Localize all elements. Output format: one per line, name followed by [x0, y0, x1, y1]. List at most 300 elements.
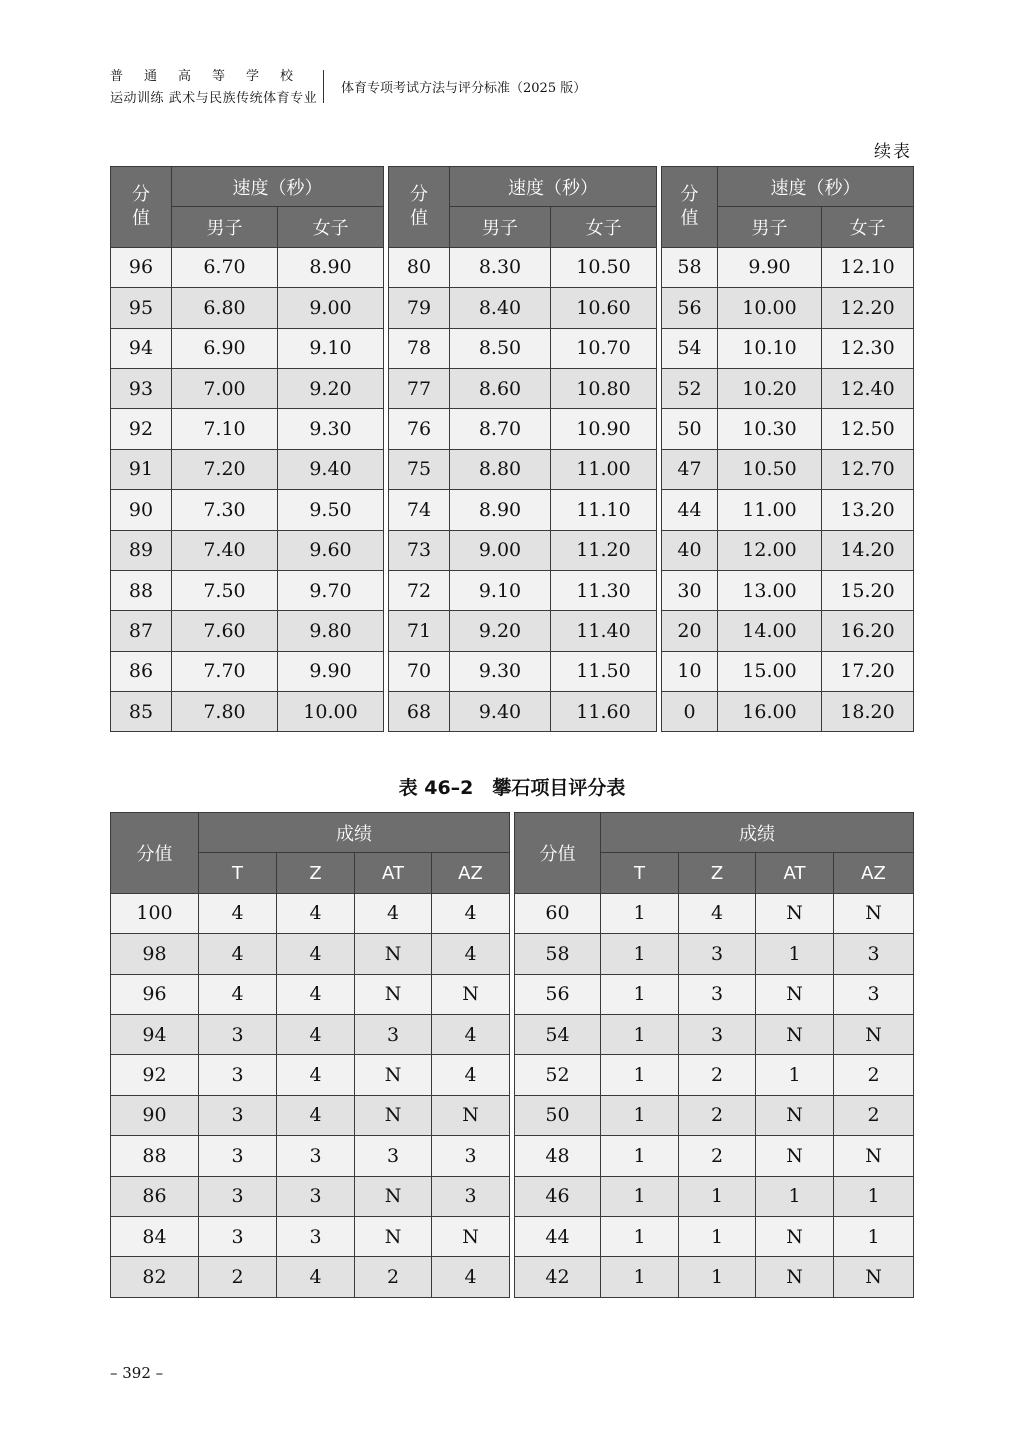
value-cell: 6.90	[172, 328, 278, 368]
value-cell: 14.00	[718, 611, 822, 651]
score-cell: 71	[389, 611, 450, 651]
score-header-text: 分值	[680, 183, 699, 229]
value-cell: 1	[601, 1014, 679, 1054]
table-row	[389, 409, 657, 449]
table-row	[111, 530, 384, 570]
score-cell: 77	[389, 368, 450, 408]
value-cell: 13.20	[822, 490, 914, 530]
value-cell: 1	[756, 1055, 834, 1095]
table-row	[111, 449, 384, 489]
score-cell: 85	[111, 692, 172, 732]
table-row	[111, 1055, 510, 1095]
value-cell: 3	[432, 1136, 510, 1176]
value-cell: 3	[679, 974, 756, 1014]
value-cell: 6.70	[172, 247, 278, 287]
table-row	[515, 1136, 914, 1176]
value-cell: 11.00	[718, 490, 822, 530]
value-cell: 8.70	[450, 409, 551, 449]
score-cell: 58	[515, 934, 601, 974]
value-cell: 14.20	[822, 530, 914, 570]
value-cell: N	[355, 1176, 432, 1216]
value-cell: 3	[277, 1176, 355, 1216]
col-t-header: T	[601, 853, 679, 893]
score-cell: 54	[515, 1014, 601, 1054]
value-cell: N	[834, 1136, 914, 1176]
table-row	[111, 1095, 510, 1135]
value-cell: 10.80	[551, 368, 657, 408]
value-cell: 4	[277, 934, 355, 974]
value-cell: 3	[199, 1014, 277, 1054]
speed-table-block-1	[110, 166, 384, 732]
value-cell: N	[355, 1055, 432, 1095]
value-cell: 11.50	[551, 651, 657, 691]
value-cell: N	[756, 974, 834, 1014]
value-cell: 1	[601, 1176, 679, 1216]
score-cell: 56	[662, 288, 718, 328]
score-cell: 47	[662, 449, 718, 489]
value-cell: 3	[199, 1176, 277, 1216]
table-row	[662, 449, 914, 489]
male-header: 男子	[450, 207, 551, 247]
value-cell: 7.80	[172, 692, 278, 732]
score-cell: 50	[662, 409, 718, 449]
col-t-header: T	[199, 853, 277, 893]
table-row	[515, 934, 914, 974]
value-cell: 7.50	[172, 570, 278, 610]
value-cell: 2	[199, 1257, 277, 1297]
score-header	[111, 167, 172, 248]
value-cell: 10.50	[551, 247, 657, 287]
value-cell: 4	[679, 893, 756, 933]
table-row	[389, 530, 657, 570]
value-cell: 7.30	[172, 490, 278, 530]
value-cell: 1	[756, 1176, 834, 1216]
table-row	[662, 570, 914, 610]
value-cell: 3	[277, 1216, 355, 1256]
value-cell: 2	[679, 1136, 756, 1176]
value-cell: N	[756, 1095, 834, 1135]
value-cell: 4	[432, 1055, 510, 1095]
value-cell: 10.10	[718, 328, 822, 368]
score-cell: 40	[662, 530, 718, 570]
value-cell: 2	[834, 1055, 914, 1095]
score-cell: 50	[515, 1095, 601, 1135]
score-cell: 68	[389, 692, 450, 732]
female-header: 女子	[278, 207, 384, 247]
value-cell: 3	[679, 1014, 756, 1054]
score-cell: 86	[111, 651, 172, 691]
page-number: – 392 –	[110, 1364, 164, 1382]
table-row	[111, 1014, 510, 1054]
female-header: 女子	[551, 207, 657, 247]
value-cell: 7.60	[172, 611, 278, 651]
value-cell: 3	[199, 1055, 277, 1095]
value-cell: 11.00	[551, 449, 657, 489]
value-cell: 2	[679, 1095, 756, 1135]
table-row	[111, 1176, 510, 1216]
score-cell: 84	[111, 1216, 199, 1256]
table-row	[111, 692, 384, 732]
value-cell: 9.10	[450, 570, 551, 610]
value-cell: 7.10	[172, 409, 278, 449]
value-cell: 4	[277, 1257, 355, 1297]
value-cell: 3	[834, 934, 914, 974]
value-cell: 9.20	[278, 368, 384, 408]
value-cell: 7.40	[172, 530, 278, 570]
table-row	[515, 893, 914, 933]
value-cell: 16.00	[718, 692, 822, 732]
value-cell: 8.30	[450, 247, 551, 287]
table-row	[111, 974, 510, 1014]
score-header-text: 分值	[132, 183, 150, 229]
value-cell: 9.70	[278, 570, 384, 610]
score-cell: 20	[662, 611, 718, 651]
table-row	[111, 490, 384, 530]
climb-table-block-1	[110, 812, 510, 1298]
value-cell: 1	[601, 1257, 679, 1297]
value-cell: 12.70	[822, 449, 914, 489]
value-cell: N	[432, 1216, 510, 1256]
value-cell: 1	[679, 1176, 756, 1216]
score-cell: 92	[111, 409, 172, 449]
result-group-header: 成绩	[601, 813, 914, 853]
table-row	[515, 1257, 914, 1297]
table-row	[111, 570, 384, 610]
value-cell: 12.30	[822, 328, 914, 368]
value-cell: 4	[199, 893, 277, 933]
value-cell: 1	[601, 1136, 679, 1176]
score-cell: 88	[111, 570, 172, 610]
score-cell: 96	[111, 247, 172, 287]
table-row	[389, 692, 657, 732]
value-cell: 1	[601, 1095, 679, 1135]
value-cell: 12.10	[822, 247, 914, 287]
table-row	[111, 288, 384, 328]
value-cell: 1	[601, 1216, 679, 1256]
score-cell: 75	[389, 449, 450, 489]
score-cell: 89	[111, 530, 172, 570]
value-cell: N	[834, 893, 914, 933]
value-cell: 9.90	[718, 247, 822, 287]
score-cell: 54	[662, 328, 718, 368]
table-row	[662, 530, 914, 570]
col-z-header: Z	[277, 853, 355, 893]
table-row	[111, 934, 510, 974]
col-az-header: AZ	[834, 853, 914, 893]
table-row	[111, 651, 384, 691]
value-cell: 9.50	[278, 490, 384, 530]
value-cell: 3	[834, 974, 914, 1014]
value-cell: 4	[199, 974, 277, 1014]
table-row	[515, 1014, 914, 1054]
table-row	[111, 328, 384, 368]
value-cell: 12.50	[822, 409, 914, 449]
value-cell: N	[756, 1216, 834, 1256]
value-cell: 8.50	[450, 328, 551, 368]
table-caption: 表 46–2 攀石项目评分表	[398, 777, 626, 799]
table-row	[389, 449, 657, 489]
value-cell: 1	[834, 1176, 914, 1216]
score-cell: 94	[111, 1014, 199, 1054]
value-cell: 4	[277, 893, 355, 933]
value-cell: 3	[432, 1176, 510, 1216]
header-school-type: 普通高等学校	[110, 69, 315, 84]
score-cell: 90	[111, 490, 172, 530]
male-header: 男子	[718, 207, 822, 247]
value-cell: 8.60	[450, 368, 551, 408]
value-cell: 4	[432, 1014, 510, 1054]
speed-group-header: 速度（秒）	[172, 167, 384, 207]
table-row	[389, 490, 657, 530]
score-cell: 74	[389, 490, 450, 530]
value-cell: 13.00	[718, 570, 822, 610]
table-row	[662, 611, 914, 651]
score-cell: 95	[111, 288, 172, 328]
value-cell: 9.30	[450, 651, 551, 691]
header-major: 运动训练 武术与民族传统体育专业	[110, 91, 318, 106]
value-cell: 1	[601, 934, 679, 974]
running-header-left	[110, 66, 317, 110]
value-cell: 15.00	[718, 651, 822, 691]
score-cell: 72	[389, 570, 450, 610]
score-cell: 98	[111, 934, 199, 974]
table-row	[515, 974, 914, 1014]
table-row	[111, 1216, 510, 1256]
value-cell: 1	[756, 934, 834, 974]
table-row	[662, 328, 914, 368]
col-at-header: AT	[355, 853, 432, 893]
value-cell: 3	[355, 1014, 432, 1054]
score-cell: 73	[389, 530, 450, 570]
value-cell: N	[355, 1095, 432, 1135]
value-cell: 7.70	[172, 651, 278, 691]
score-header: 分值	[111, 813, 199, 894]
value-cell: 10.60	[551, 288, 657, 328]
value-cell: 3	[199, 1136, 277, 1176]
table-row	[111, 247, 384, 287]
value-cell: 2	[834, 1095, 914, 1135]
table-row	[389, 570, 657, 610]
score-cell: 10	[662, 651, 718, 691]
value-cell: N	[756, 1014, 834, 1054]
score-cell: 44	[515, 1216, 601, 1256]
speed-table-block-2	[388, 166, 657, 732]
score-cell: 56	[515, 974, 601, 1014]
table-row	[111, 611, 384, 651]
value-cell: 8.80	[450, 449, 551, 489]
value-cell: 2	[355, 1257, 432, 1297]
male-header: 男子	[172, 207, 278, 247]
value-cell: N	[834, 1257, 914, 1297]
score-cell: 96	[111, 974, 199, 1014]
table-row	[662, 368, 914, 408]
score-cell: 90	[111, 1095, 199, 1135]
value-cell: 9.80	[278, 611, 384, 651]
value-cell: 1	[601, 1055, 679, 1095]
value-cell: 12.40	[822, 368, 914, 408]
value-cell: N	[756, 893, 834, 933]
score-cell: 87	[111, 611, 172, 651]
continued-label: 续表	[874, 142, 912, 162]
value-cell: 10.00	[718, 288, 822, 328]
score-cell: 92	[111, 1055, 199, 1095]
value-cell: 11.60	[551, 692, 657, 732]
score-cell: 79	[389, 288, 450, 328]
value-cell: N	[432, 1095, 510, 1135]
value-cell: 9.00	[278, 288, 384, 328]
score-header: 分值	[515, 813, 601, 894]
score-cell: 82	[111, 1257, 199, 1297]
value-cell: 11.40	[551, 611, 657, 651]
value-cell: N	[756, 1257, 834, 1297]
value-cell: 8.90	[450, 490, 551, 530]
value-cell: N	[432, 974, 510, 1014]
value-cell: 2	[679, 1055, 756, 1095]
value-cell: 12.00	[718, 530, 822, 570]
table-row	[111, 1136, 510, 1176]
score-cell: 93	[111, 368, 172, 408]
score-header	[389, 167, 450, 248]
col-at-header: AT	[756, 853, 834, 893]
table-row	[111, 1257, 510, 1297]
score-cell: 80	[389, 247, 450, 287]
col-z-header: Z	[679, 853, 756, 893]
score-cell: 88	[111, 1136, 199, 1176]
value-cell: 4	[355, 893, 432, 933]
value-cell: 11.10	[551, 490, 657, 530]
score-cell: 78	[389, 328, 450, 368]
table-row	[111, 368, 384, 408]
score-cell: 94	[111, 328, 172, 368]
table-row	[515, 1176, 914, 1216]
speed-group-header: 速度（秒）	[718, 167, 914, 207]
value-cell: 10.50	[718, 449, 822, 489]
value-cell: 4	[277, 974, 355, 1014]
value-cell: 9.00	[450, 530, 551, 570]
value-cell: 1	[601, 893, 679, 933]
table-row	[111, 409, 384, 449]
value-cell: 3	[679, 934, 756, 974]
table-row	[389, 651, 657, 691]
value-cell: 4	[199, 934, 277, 974]
value-cell: N	[756, 1136, 834, 1176]
value-cell: 9.40	[278, 449, 384, 489]
score-cell: 42	[515, 1257, 601, 1297]
value-cell: 3	[277, 1136, 355, 1176]
table-row	[515, 1216, 914, 1256]
table-row	[662, 247, 914, 287]
value-cell: 15.20	[822, 570, 914, 610]
score-cell: 86	[111, 1176, 199, 1216]
value-cell: 3	[355, 1136, 432, 1176]
speed-group-header: 速度（秒）	[450, 167, 657, 207]
value-cell: 9.90	[278, 651, 384, 691]
value-cell: 9.40	[450, 692, 551, 732]
header-book-title: 体育专项考试方法与评分标准（2025 版）	[341, 81, 587, 96]
header-divider	[323, 70, 324, 103]
score-cell: 52	[515, 1055, 601, 1095]
table-row	[662, 651, 914, 691]
table-row	[515, 1055, 914, 1095]
table-row	[389, 247, 657, 287]
value-cell: 1	[601, 974, 679, 1014]
table-row	[515, 1095, 914, 1135]
score-cell: 44	[662, 490, 718, 530]
value-cell: N	[355, 1216, 432, 1256]
value-cell: 11.20	[551, 530, 657, 570]
score-cell: 58	[662, 247, 718, 287]
table-row	[662, 692, 914, 732]
value-cell: 8.40	[450, 288, 551, 328]
table-row	[389, 368, 657, 408]
value-cell: 4	[277, 1095, 355, 1135]
value-cell: 9.60	[278, 530, 384, 570]
result-group-header: 成绩	[199, 813, 510, 853]
value-cell: 7.00	[172, 368, 278, 408]
score-cell: 91	[111, 449, 172, 489]
climb-table-block-2	[514, 812, 914, 1298]
value-cell: 9.20	[450, 611, 551, 651]
score-cell: 100	[111, 893, 199, 933]
score-cell: 48	[515, 1136, 601, 1176]
value-cell: 9.30	[278, 409, 384, 449]
value-cell: 3	[199, 1095, 277, 1135]
value-cell: 10.90	[551, 409, 657, 449]
score-cell: 60	[515, 893, 601, 933]
value-cell: 10.20	[718, 368, 822, 408]
table-row	[389, 288, 657, 328]
value-cell: 1	[679, 1257, 756, 1297]
score-cell: 46	[515, 1176, 601, 1216]
value-cell: 6.80	[172, 288, 278, 328]
value-cell: 4	[277, 1014, 355, 1054]
score-header	[662, 167, 718, 248]
speed-table-block-3	[661, 166, 914, 732]
score-cell: 52	[662, 368, 718, 408]
value-cell: N	[834, 1014, 914, 1054]
score-cell: 76	[389, 409, 450, 449]
value-cell: 3	[199, 1216, 277, 1256]
table-row	[662, 409, 914, 449]
value-cell: 16.20	[822, 611, 914, 651]
table-row	[662, 490, 914, 530]
value-cell: 10.70	[551, 328, 657, 368]
value-cell: 4	[432, 934, 510, 974]
table-row	[389, 328, 657, 368]
value-cell: 8.90	[278, 247, 384, 287]
value-cell: 4	[432, 1257, 510, 1297]
value-cell: 18.20	[822, 692, 914, 732]
score-cell: 0	[662, 692, 718, 732]
col-az-header: AZ	[432, 853, 510, 893]
value-cell: 11.30	[551, 570, 657, 610]
value-cell: 9.10	[278, 328, 384, 368]
value-cell: 10.30	[718, 409, 822, 449]
score-header-text: 分值	[410, 183, 428, 229]
value-cell: 10.00	[278, 692, 384, 732]
value-cell: 17.20	[822, 651, 914, 691]
value-cell: 1	[679, 1216, 756, 1256]
table-row	[111, 893, 510, 933]
value-cell: N	[355, 934, 432, 974]
table-row	[662, 288, 914, 328]
score-cell: 70	[389, 651, 450, 691]
value-cell: 1	[834, 1216, 914, 1256]
value-cell: 12.20	[822, 288, 914, 328]
score-cell: 30	[662, 570, 718, 610]
value-cell: 7.20	[172, 449, 278, 489]
value-cell: 4	[277, 1055, 355, 1095]
